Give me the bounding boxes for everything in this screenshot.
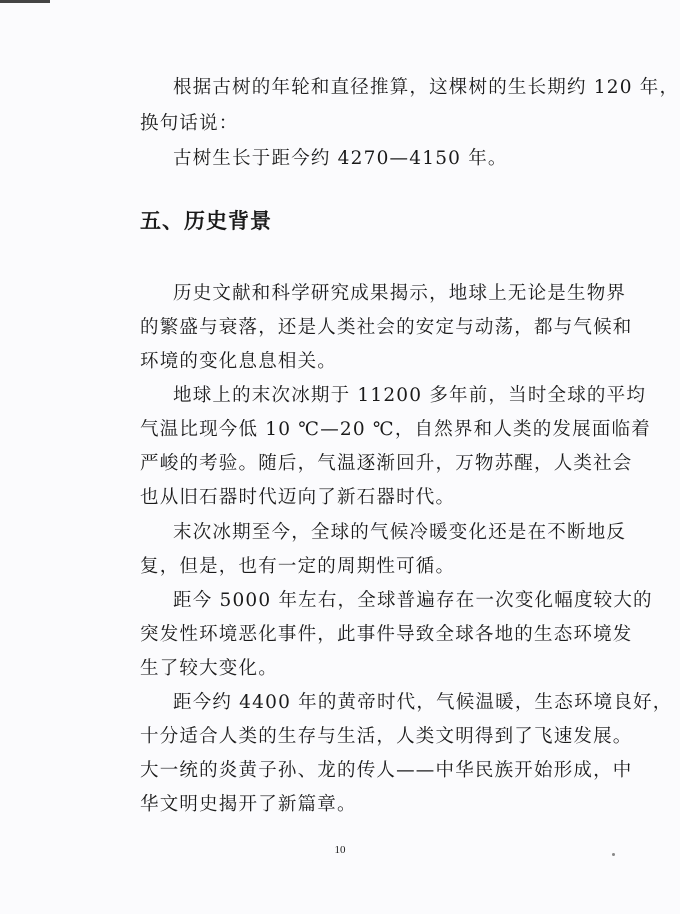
text-line: 古树生长于距今约 4270—4150 年。 [173, 148, 508, 169]
text-line: 距今 5000 年左右，全球普遍存在一次变化幅度较大的 [173, 590, 653, 611]
text-line: 复，但是，也有一定的周期性可循。 [140, 556, 456, 577]
text-line: 也从旧石器时代迈向了新石器时代。 [140, 487, 456, 508]
text-line: 地球上的末次冰期于 11200 多年前，当时全球的平均 [173, 385, 647, 406]
text-line: 突发性环境恶化事件，此事件导致全球各地的生态环境发 [140, 624, 633, 645]
text-line: 华文明史揭开了新篇章。 [140, 794, 357, 815]
text-line: 历史文献和科学研究成果揭示，地球上无论是生物界 [173, 283, 627, 304]
scan-artifact-mark [0, 0, 50, 3]
text-line: 十分适合人类的生存与生活，人类文明得到了飞速发展。 [140, 726, 633, 747]
section-heading: 五、历史背景 [140, 209, 272, 233]
text-line: 气温比现今低 10 ℃—20 ℃，自然界和人类的发展面临着 [140, 419, 651, 440]
text-line: 环境的变化息息相关。 [140, 351, 338, 372]
scan-artifact-dot [612, 853, 615, 856]
text-line: 严峻的考验。随后，气温逐渐回升，万物苏醒，人类社会 [140, 453, 633, 474]
text-line: 换句话说： [140, 113, 239, 134]
text-line: 的繁盛与衰落，还是人类社会的安定与动荡，都与气候和 [140, 317, 633, 338]
text-line: 距今约 4400 年的黄帝时代，气候温暖，生态环境良好， [173, 692, 673, 713]
text-line: 生了较大变化。 [140, 658, 278, 679]
page-number: 10 [334, 844, 346, 856]
text-line: 大一统的炎黄子孙、龙的传人——中华民族开始形成，中 [140, 760, 633, 781]
text-line: 末次冰期至今，全球的气候冷暖变化还是在不断地反 [173, 522, 627, 543]
text-line: 根据古树的年轮和直径推算，这棵树的生长期约 120 年， [173, 77, 680, 98]
